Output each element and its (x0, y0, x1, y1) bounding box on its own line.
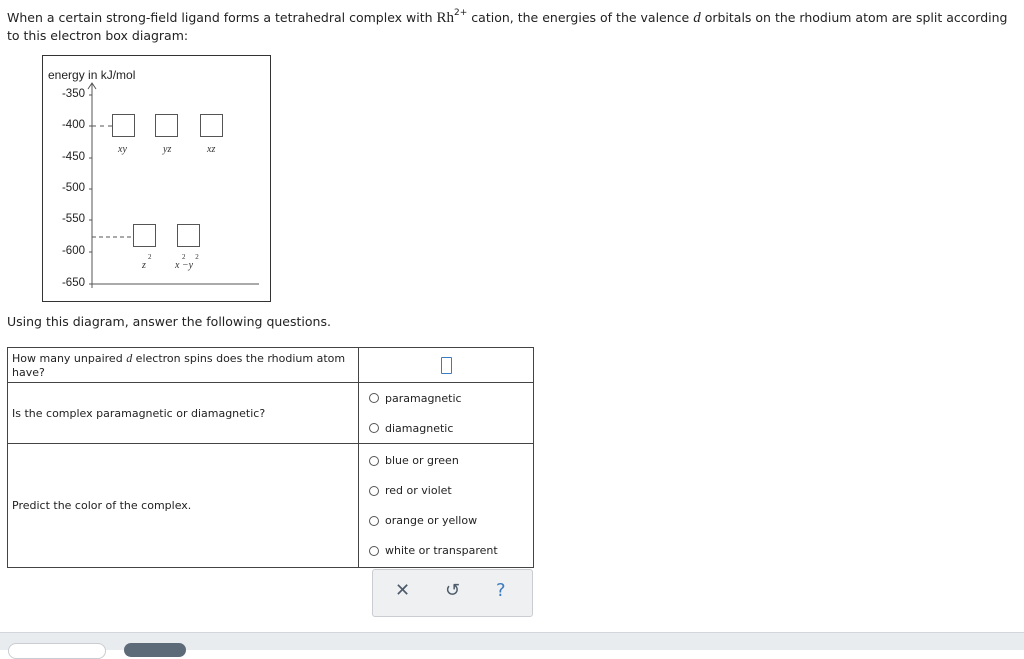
prompt-text-2: cation, the energies of the valence (467, 10, 694, 26)
electron-box-diagram (42, 55, 271, 302)
explanation-button[interactable] (8, 643, 106, 659)
question-unpaired-spins (8, 348, 359, 383)
option-blue-or-green[interactable] (363, 446, 529, 476)
tick-label: -600 (61, 245, 85, 257)
orbital-box-yz[interactable] (155, 114, 178, 137)
option-label: red or violet (385, 484, 452, 497)
question-prompt (7, 6, 1017, 45)
unpaired-spins-input[interactable] (441, 357, 452, 374)
orbital-label-x2-y2: x −y (175, 260, 194, 271)
tick-label: -500 (61, 182, 85, 194)
option-diamagnetic[interactable] (363, 413, 529, 443)
option-label: diamagnetic (385, 421, 454, 435)
rhodium-symbol: Rh (436, 10, 455, 27)
orbital-box-z2[interactable] (133, 224, 156, 247)
option-label: blue or green (385, 454, 459, 467)
table-row (8, 348, 534, 383)
option-label: paramagnetic (385, 391, 462, 405)
question-text: electron spins does the rhodium atom have? (12, 352, 346, 379)
answer-cell (359, 348, 534, 383)
tick-label: -400 (61, 119, 85, 131)
radio-button[interactable] (369, 546, 379, 556)
orbital-label-z2: z (142, 260, 146, 271)
prompt-text-3: orbitals on the rhodium atom are split according to this electron box diagram: (7, 10, 1008, 44)
answer-cell (359, 383, 534, 444)
question-color: Predict the color of the complex. (8, 444, 359, 568)
orbital-label-yz: yz (163, 144, 172, 155)
help-button[interactable]: ? (496, 580, 506, 601)
radio-button[interactable] (369, 486, 379, 496)
orbital-label-xy: xy (118, 144, 127, 155)
option-label: orange or yellow (385, 514, 478, 527)
option-label: white or transparent (385, 544, 498, 557)
tick-label: -550 (61, 213, 85, 225)
answer-toolbar (372, 569, 533, 617)
option-orange-or-yellow[interactable] (363, 506, 529, 536)
option-red-or-violet[interactable] (363, 476, 529, 506)
radio-button[interactable] (369, 516, 379, 526)
ion-charge: 2+ (454, 8, 468, 18)
orbital-label-xz: xz (207, 144, 216, 155)
prompt-text-1: When a certain strong-field ligand forms a tetrahedral complex with (7, 10, 437, 26)
undo-button[interactable]: ↺ (445, 580, 461, 601)
answer-cell (359, 444, 534, 568)
orbital-label-z2-exponent: 2 (148, 253, 152, 261)
orbital-box-xz[interactable] (200, 114, 223, 137)
orbital-box-x2-y2[interactable] (177, 224, 200, 247)
radio-button[interactable] (369, 456, 379, 466)
question-magnetism: Is the complex paramagnetic or diamagnetic? (8, 383, 359, 444)
orbital-label-x2-y2-exponents: 2 2 (182, 253, 199, 261)
table-row (8, 383, 534, 444)
questions-table (7, 347, 534, 568)
check-button[interactable] (124, 643, 186, 657)
y-axis-label: energy in kJ/mol (48, 68, 136, 82)
option-white-or-transparent[interactable] (363, 536, 529, 566)
tick-label: -650 (61, 277, 85, 289)
tick-label: -350 (61, 88, 85, 100)
d-variable: d (693, 10, 701, 27)
clear-button[interactable]: ✕ (395, 580, 411, 601)
tick-label: -450 (61, 151, 85, 163)
option-paramagnetic[interactable] (363, 383, 529, 413)
table-row (8, 444, 534, 568)
radio-button[interactable] (369, 393, 379, 403)
question-text: How many unpaired (12, 352, 127, 365)
instructions-text: Using this diagram, answer the following questions. (7, 314, 331, 329)
d-variable: d (126, 351, 133, 365)
orbital-box-xy[interactable] (112, 114, 135, 137)
radio-button[interactable] (369, 423, 379, 433)
